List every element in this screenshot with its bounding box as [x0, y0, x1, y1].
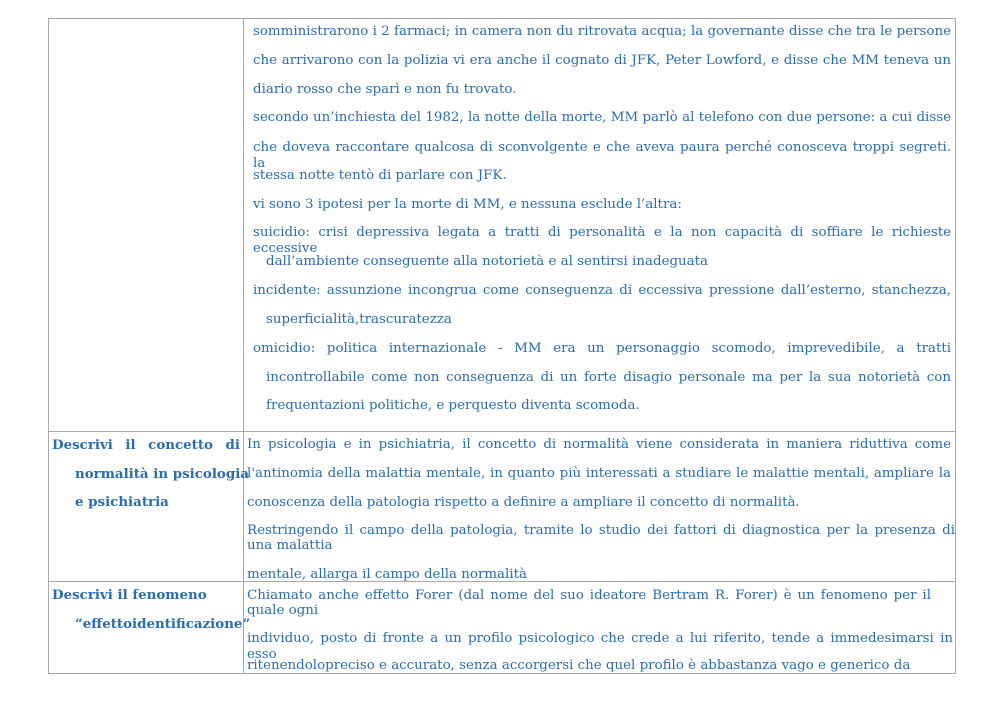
question-normalita: Descrivi il concetto di [52, 437, 240, 453]
question-normalita-cont: e psichiatria [75, 494, 169, 510]
answer-line: una malattia [247, 538, 333, 553]
answer-line: conoscenza della patologia rispetto a definire a ampliare il concetto di normalità. [247, 495, 800, 510]
answer-line: Chiamato anche effetto Forer (dal nome del suo ideatore Bertram R. Forer) è un fenomeno per il [247, 588, 931, 603]
answer-line: vi sono 3 ipotesi per la morte di MM, e nessuna esclude l’altra: [253, 197, 682, 212]
hypothesis-accident: incidente: assunzione incongrua come conseguenza di eccessiva pressione dall’esterno, stanchezza, [253, 283, 951, 298]
hypothesis-homicide: omicidio: politica internazionale - MM era un personaggio scomodo, imprevedibile, a tratti [253, 341, 951, 356]
question-forer-cont: “effettoidentificazione” [75, 616, 251, 632]
answer-line: somministrarono i 2 farmaci; in camera non du ritrovata acqua; la governante disse che tra le persone [253, 24, 951, 39]
row-divider-1 [48, 431, 956, 432]
question-normalita-cont: normalità in psicologia [75, 466, 249, 482]
answer-line: quale ogni [247, 603, 319, 618]
question-forer: Descrivi il fenomeno [52, 587, 207, 603]
answer-line: ritenendolopreciso e accurato, senza accorgersi che quel profilo è abbastanza vago e generico da [247, 658, 911, 673]
answer-line: diario rosso che sparì e non fu trovato. [253, 82, 517, 97]
answer-line: individuo, posto di fronte a un profilo psicologico che crede a lui riferito, tende a immedesimarsi in esso [247, 631, 953, 662]
answer-line: stessa notte tentò di parlare con JFK. [253, 168, 507, 183]
answer-line: l'antinomia della malattia mentale, in quanto più interessati a studiare le malattie mentali, ampliare la [247, 466, 951, 481]
answer-line: secondo un’inchiesta del 1982, la notte della morte, MM parlò al telefono con due persone: a cui disse [253, 110, 951, 125]
hypothesis-homicide-cont: frequentazioni politiche, e perquesto diventa scomoda. [266, 398, 640, 413]
answer-line: che doveva raccontare qualcosa di sconvolgente e che aveva paura perché conosceva troppi segreti. la [253, 140, 951, 171]
hypothesis-suicide-cont: dall’ambiente conseguente alla notorietà e al sentirsi inadeguata [266, 254, 708, 269]
column-divider [243, 18, 244, 674]
answer-line: In psicologia e in psichiatria, il concetto di normalità viene considerata in maniera riduttiva come [247, 437, 951, 452]
hypothesis-accident-cont: superficialità,trascuratezza [266, 312, 452, 327]
hypothesis-homicide-cont: incontrollabile come non conseguenza di un forte disagio personale ma per la sua notorietà con [266, 370, 951, 385]
answer-line: che arrivarono con la polizia vi era anche il cognato di JFK, Peter Lowford, e disse che MM teneva un [253, 53, 951, 68]
answer-line: Restringendo il campo della patologia, tramite lo studio dei fattori di diagnostica per la presenza di [247, 523, 955, 538]
hypothesis-suicide: suicidio: crisi depressiva legata a tratti di personalità e la non capacità di soffiare le richieste eccessive [253, 225, 951, 256]
answer-line: mentale, allarga il campo della normalità [247, 567, 527, 582]
